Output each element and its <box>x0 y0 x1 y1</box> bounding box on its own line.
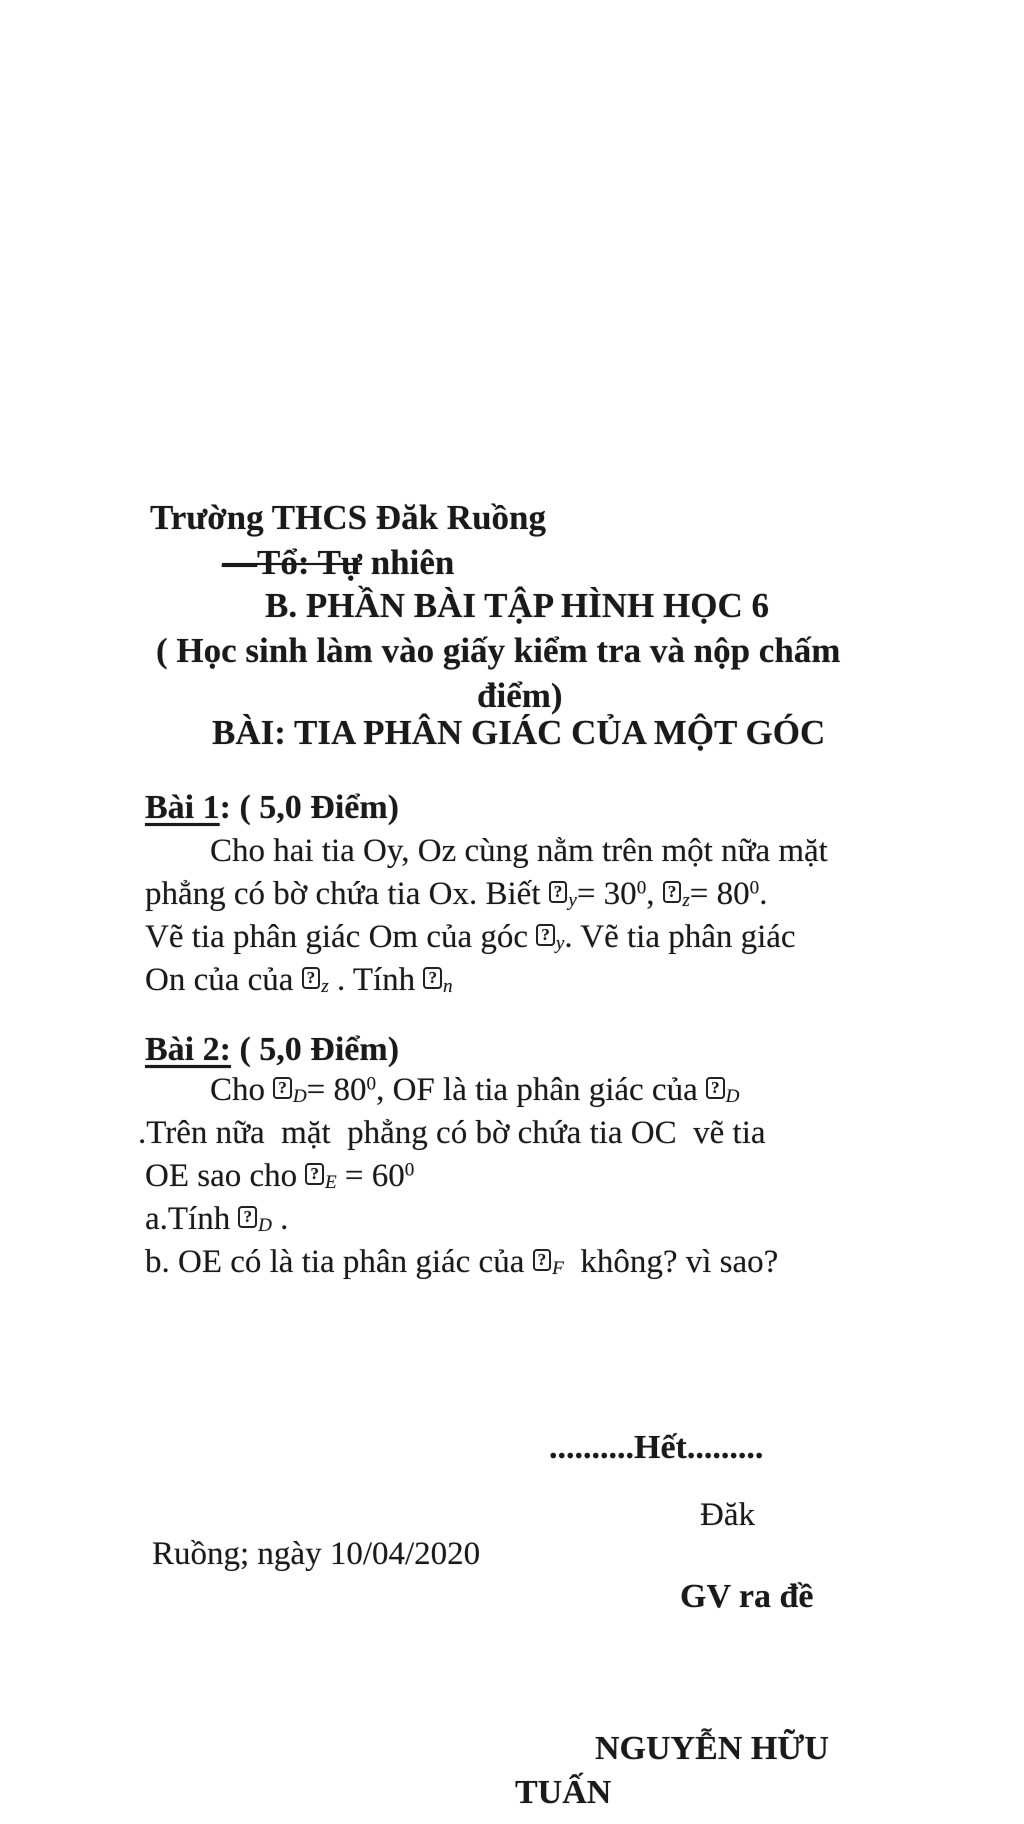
text-run: , <box>646 876 663 912</box>
degree-superscript: 0 <box>366 1073 377 1095</box>
missing-equation-box-n <box>423 962 452 998</box>
text-run: BÀI: TIA PHÂN GIÁC CỦA MỘT GÓC <box>212 713 826 752</box>
line-exercise1-line-3 <box>145 919 796 957</box>
missing-equation-box-z <box>663 876 690 912</box>
equation-subscript: D <box>258 1215 272 1237</box>
text-run: ..........Hết......... <box>549 1429 764 1466</box>
underlined-text: Bài 2: <box>145 1031 231 1068</box>
boxed-question-glyph: ? <box>663 881 682 903</box>
text-run: = 80 <box>689 876 750 912</box>
boxed-question-glyph: ? <box>706 1077 725 1099</box>
equation-subscript: F <box>552 1258 564 1280</box>
text-run: nhiên <box>361 543 455 582</box>
text-run: điểm) <box>477 676 563 715</box>
boxed-question-glyph: ? <box>549 881 568 903</box>
missing-equation-box-D <box>706 1072 739 1108</box>
line-exercise1-line-2 <box>145 876 767 914</box>
equation-subscript: y <box>568 890 577 912</box>
text-run: B. PHẦN BÀI TẬP HÌNH HỌC 6 <box>265 586 769 625</box>
line-place-date-line <box>152 1536 480 1574</box>
text-run: : ( 5,0 Điểm) <box>219 789 400 826</box>
text-run: = 60 <box>336 1158 405 1194</box>
boxed-question-glyph: ? <box>302 967 321 989</box>
boxed-question-glyph: ? <box>533 1249 552 1271</box>
line-teacher-label <box>680 1577 813 1616</box>
line-exercise1-heading <box>145 788 399 827</box>
line-end-marker <box>549 1428 763 1467</box>
line-exercise2-question-b <box>145 1244 778 1282</box>
line-place-line-1 <box>700 1497 755 1535</box>
text-run: Đăk <box>700 1497 755 1533</box>
boxed-question-glyph: ? <box>273 1077 292 1099</box>
text-run: = 30 <box>576 876 637 912</box>
missing-equation-box-E <box>305 1158 336 1194</box>
text-run: . Vẽ tia phân giác <box>564 919 796 955</box>
underlined-text: Bài 1 <box>145 789 220 826</box>
equation-subscript: E <box>324 1172 337 1194</box>
text-run: .Trên nữa mặt phẳng có bờ chứa tia OC vẽ tia <box>138 1115 766 1151</box>
degree-superscript: 0 <box>404 1159 415 1181</box>
missing-equation-box-D <box>273 1072 306 1108</box>
text-run: On của của <box>145 962 302 998</box>
line-exercise2-line-2 <box>138 1115 766 1153</box>
line-instruction-line-2 <box>477 676 563 716</box>
line-exercise2-question-a <box>145 1201 288 1239</box>
line-school-name <box>150 498 546 538</box>
text-run: GV ra đề <box>680 1578 814 1615</box>
text-run: a.Tính <box>145 1201 239 1237</box>
equation-subscript: z <box>682 890 690 912</box>
line-instruction-line-1 <box>156 631 840 671</box>
line-department-strikethrough <box>222 543 454 583</box>
text-run: NGUYỄN HỮU <box>595 1730 829 1767</box>
text-run: . <box>271 1201 289 1237</box>
text-run: Vẽ tia phân giác Om của góc <box>145 919 537 955</box>
line-teacher-name-line-1 <box>595 1729 829 1768</box>
text-run: b. OE có là tia phân giác của <box>145 1244 533 1280</box>
text-run: ( 5,0 Điểm) <box>230 1031 400 1068</box>
text-run: Ruồng; ngày 10/04/2020 <box>152 1536 481 1572</box>
boxed-question-glyph: ? <box>423 967 442 989</box>
degree-superscript: 0 <box>749 877 760 899</box>
text-run: OE sao cho <box>145 1158 306 1194</box>
line-exercise2-heading <box>145 1030 399 1069</box>
equation-subscript: D <box>725 1086 740 1108</box>
missing-equation-box-y <box>536 919 564 955</box>
degree-superscript: 0 <box>636 877 647 899</box>
text-run: phẳng có bờ chứa tia Ox. Biết <box>145 876 549 912</box>
text-run: . Tính <box>328 962 424 998</box>
line-teacher-name-line-2 <box>515 1773 611 1812</box>
missing-equation-box-z <box>302 962 329 998</box>
equation-subscript: y <box>555 933 565 955</box>
boxed-question-glyph: ? <box>305 1163 324 1185</box>
text-run: = 80 <box>306 1072 367 1108</box>
text-run: Trường THCS Đăk Ruồng <box>150 498 547 537</box>
line-exercise2-line-3 <box>145 1158 414 1196</box>
boxed-question-glyph: ? <box>536 924 555 946</box>
line-exercise2-line-1 <box>210 1072 739 1110</box>
line-lesson-title <box>212 713 825 753</box>
text-run: Cho <box>210 1072 274 1108</box>
strikethrough-text: —Tổ: Tự <box>222 543 362 582</box>
text-run: . <box>759 876 768 912</box>
equation-subscript: n <box>443 976 453 998</box>
missing-equation-box-D <box>238 1201 271 1237</box>
missing-equation-box-y <box>549 876 577 912</box>
line-exercise1-line-1 <box>210 833 828 871</box>
line-exercise1-line-4 <box>145 962 453 1000</box>
text-run: ( Học sinh làm vào giấy kiểm tra và nộp chấm <box>156 631 841 670</box>
boxed-question-glyph: ? <box>238 1206 257 1228</box>
equation-subscript: z <box>321 976 329 998</box>
text-run: Cho hai tia Oy, Oz cùng nằm trên một nữa mặt <box>210 833 828 869</box>
text-run: TUẤN <box>515 1774 612 1811</box>
text-run: không? vì sao? <box>563 1244 779 1280</box>
missing-equation-box-F <box>533 1244 564 1280</box>
text-run: , OF là tia phân giác của <box>376 1072 706 1108</box>
equation-subscript: D <box>292 1086 307 1108</box>
line-section-title <box>265 586 769 626</box>
